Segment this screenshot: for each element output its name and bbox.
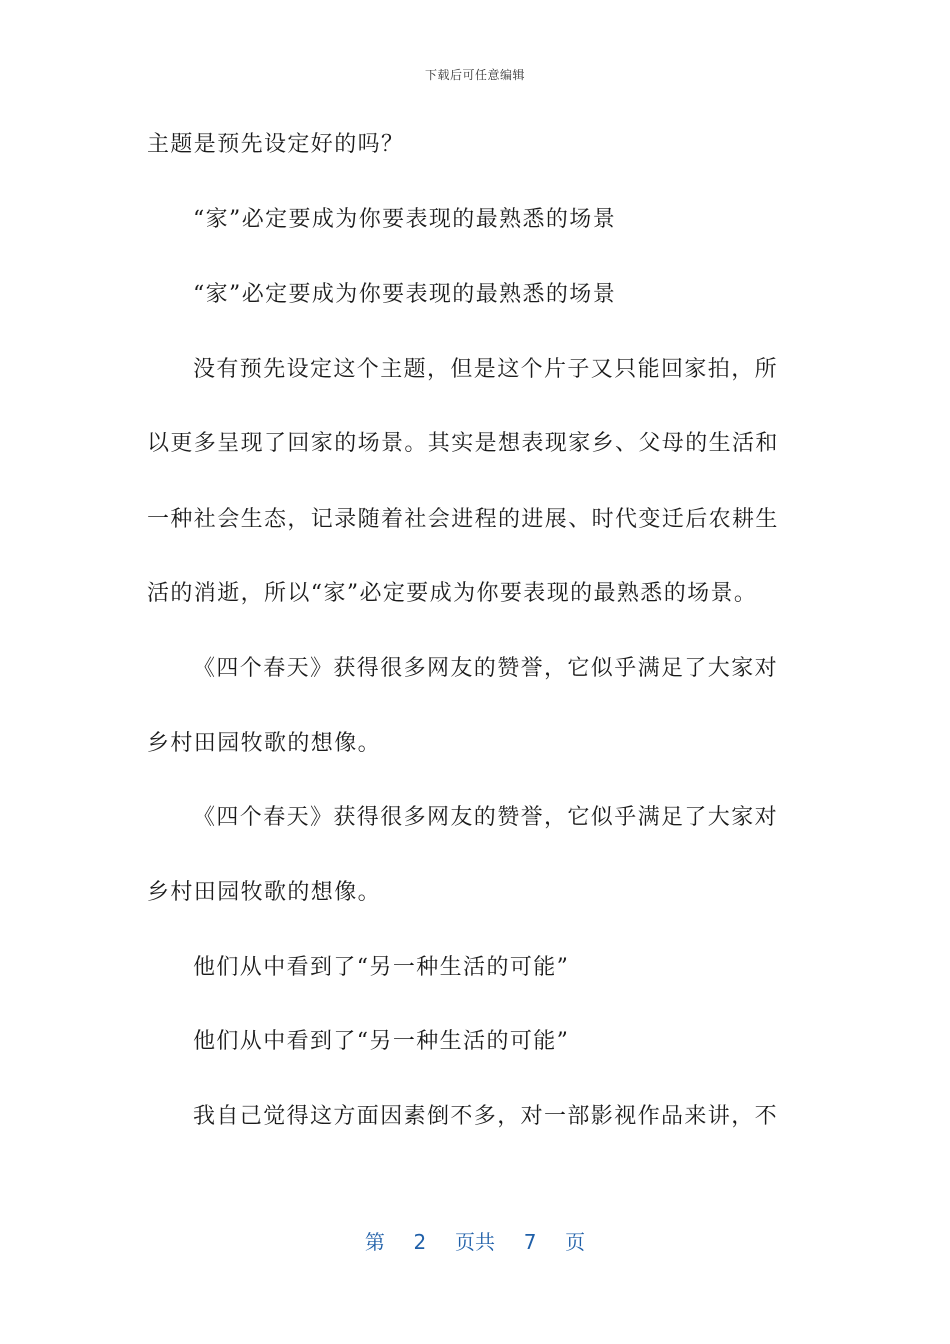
text-line: 乡村田园牧歌的想像。 — [147, 731, 382, 756]
text-line: 他们从中看到了“另一种生活的可能” — [193, 1029, 570, 1054]
text-line: 《四个春天》获得很多网友的赞誉，它似乎满足了大家对 — [193, 656, 779, 681]
footer-suffix: 页 — [565, 1230, 586, 1254]
footer-total-pages: 7 — [523, 1230, 537, 1254]
text-line: 以更多呈现了回家的场景。其实是想表现家乡、父母的生活和 — [147, 431, 779, 456]
footer-current-page: 2 — [413, 1230, 427, 1254]
text-line: 他们从中看到了“另一种生活的可能” — [193, 955, 570, 980]
text-line: 活的消逝，所以“家”必定要成为你要表现的最熟悉的场景。 — [147, 581, 758, 606]
text-line: 我自己觉得这方面因素倒不多，对一部影视作品来讲，不 — [193, 1104, 779, 1129]
header-note: 下载后可任意编辑 — [424, 68, 525, 82]
text-line: 没有预先设定这个主题，但是这个片子又只能回家拍，所 — [193, 357, 779, 382]
footer-middle: 页共 — [455, 1230, 495, 1254]
text-line: 一种社会生态，记录随着社会进程的进展、时代变迁后农耕生 — [147, 507, 779, 532]
text-line: 主题是预先设定好的吗？ — [147, 132, 405, 157]
text-line: 《四个春天》获得很多网友的赞誉，它似乎满足了大家对 — [193, 805, 779, 830]
footer-prefix: 第 — [364, 1230, 385, 1254]
text-line: 乡村田园牧歌的想像。 — [147, 880, 382, 905]
text-line: “家”必定要成为你要表现的最熟悉的场景 — [193, 207, 617, 232]
page-footer — [0, 1226, 950, 1255]
text-line: “家”必定要成为你要表现的最熟悉的场景 — [193, 282, 617, 307]
